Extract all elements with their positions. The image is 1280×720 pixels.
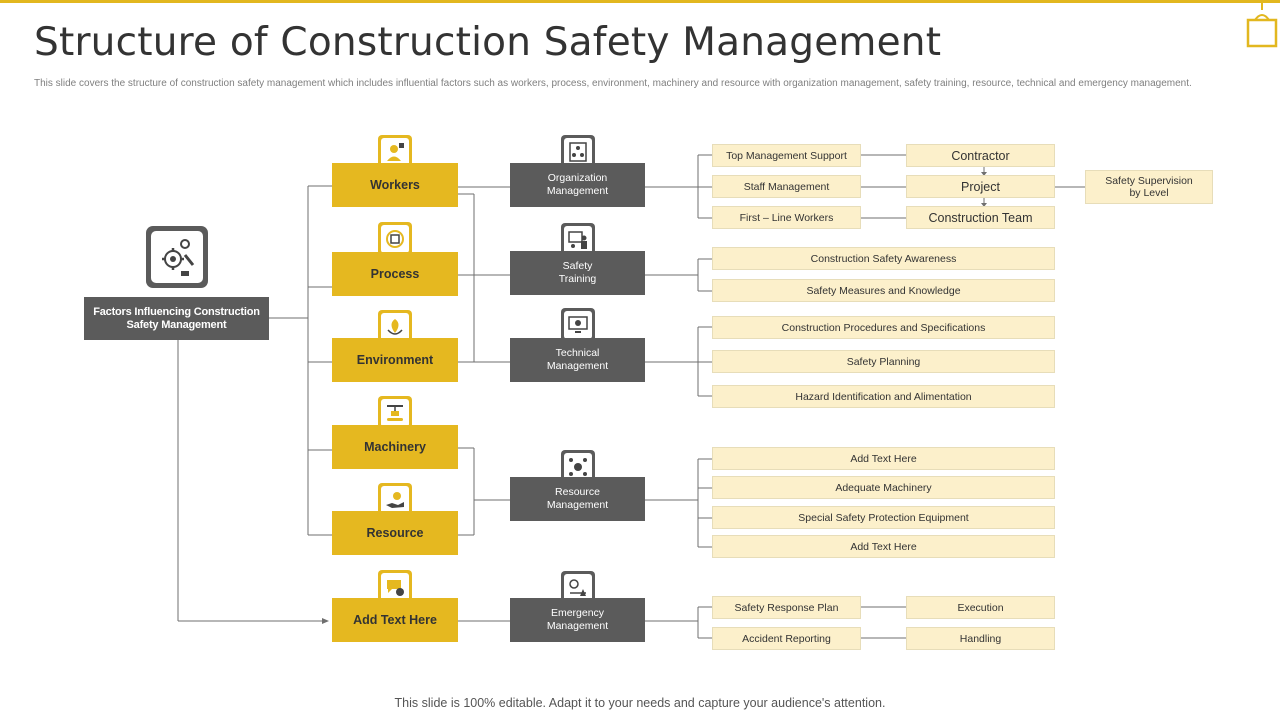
emergency-result-handling: Handling [906, 627, 1055, 650]
page-subtitle: This slide covers the structure of construction safety management which includes influential factors such as workers, process, environment, machinery and resource with organization management, safety training, resource, technical and emergency management. [34, 78, 1192, 89]
org-hierarchy-construction-team: Construction Team [906, 206, 1055, 229]
emergency-item-accident-reporting: Accident Reporting [712, 627, 861, 650]
chat-icon [384, 576, 406, 598]
mgmt-technical: Technical Management [510, 338, 645, 382]
resource-item-3: Special Safety Protection Equipment [712, 506, 1055, 529]
root-badge [146, 226, 208, 288]
factor-process: Process [332, 252, 458, 296]
technical-item-procedures: Construction Procedures and Specifications [712, 316, 1055, 339]
organization-icon [567, 141, 589, 163]
mgmt-resource: Resource Management [510, 477, 645, 521]
resource-item-2: Adequate Machinery [712, 476, 1055, 499]
mgmt-safety-training: Safety Training [510, 251, 645, 295]
process-badge [378, 222, 412, 256]
training-item-awareness: Construction Safety Awareness [712, 247, 1055, 270]
machinery-icon [384, 402, 406, 424]
resource-item-1: Add Text Here [712, 447, 1055, 470]
emergency-result-execution: Execution [906, 596, 1055, 619]
mgmt-organization: Organization Management [510, 163, 645, 207]
org-hierarchy-project: Project [906, 175, 1055, 198]
page-title: Structure of Construction Safety Management [34, 20, 942, 65]
monitor-icon [567, 314, 589, 336]
factor-environment: Environment [332, 338, 458, 382]
factor-add-text: Add Text Here [332, 598, 458, 642]
people-network-icon [567, 456, 589, 478]
mgmt-emergency: Emergency Management [510, 598, 645, 642]
org-supervision: Safety Supervision by Level [1085, 170, 1213, 204]
footer-note: This slide is 100% editable. Adapt it to your needs and capture your audience's attention. [394, 696, 886, 710]
resource-icon [384, 489, 406, 511]
emergency-item-response-plan: Safety Response Plan [712, 596, 861, 619]
factor-workers: Workers [332, 163, 458, 207]
emergency-icon [567, 577, 589, 599]
resource-item-4: Add Text Here [712, 535, 1055, 558]
process-icon [384, 228, 406, 250]
technical-item-planning: Safety Planning [712, 350, 1055, 373]
factor-resource: Resource [332, 511, 458, 555]
worker-icon [384, 141, 406, 163]
org-hierarchy-contractor: Contractor [906, 144, 1055, 167]
gear-settings-icon [155, 235, 199, 279]
environment-icon [384, 316, 406, 338]
technical-badge [561, 308, 595, 342]
org-item-first-line: First – Line Workers [712, 206, 861, 229]
training-item-knowledge: Safety Measures and Knowledge [712, 279, 1055, 302]
root-node: Factors Influencing Construction Safety Management [84, 297, 269, 340]
technical-item-hazard: Hazard Identification and Alimentation [712, 385, 1055, 408]
org-item-top-management: Top Management Support [712, 144, 861, 167]
org-item-staff-management: Staff Management [712, 175, 861, 198]
factor-machinery: Machinery [332, 425, 458, 469]
training-icon [567, 229, 589, 251]
